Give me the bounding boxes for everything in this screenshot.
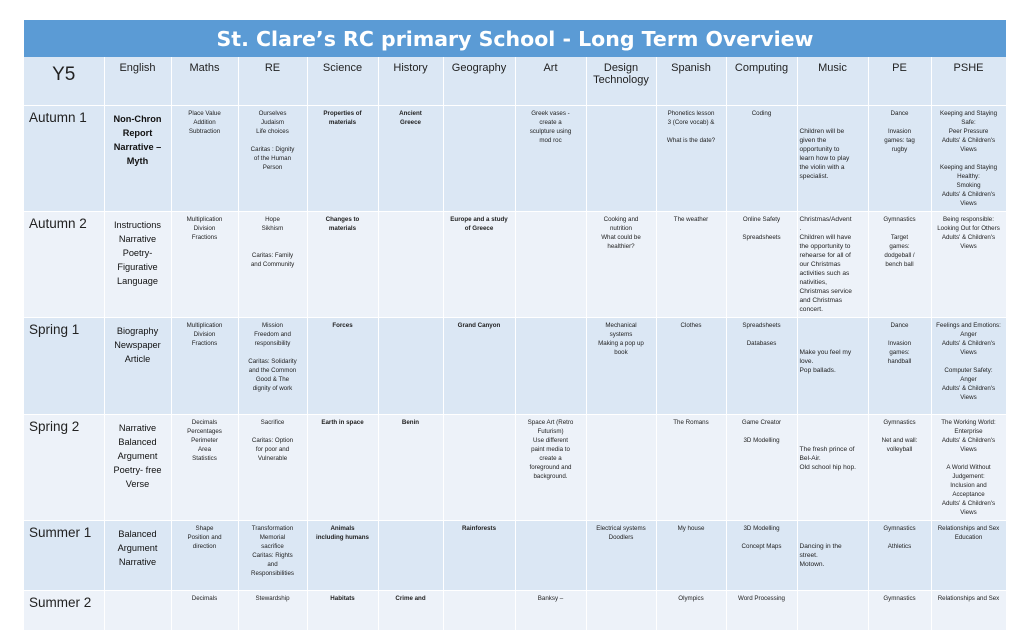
- cell-maths: Multiplication Division Fractions: [171, 318, 238, 415]
- cell-science: Properties of materials: [307, 106, 378, 212]
- cell-design-technology: Cooking and nutrition What could be healthier?: [586, 212, 656, 318]
- term-label: Summer 1: [24, 521, 104, 591]
- cell-geography: [443, 106, 515, 212]
- cell-maths: Place Value Addition Subtraction: [171, 106, 238, 212]
- table-row: [24, 212, 1006, 318]
- cell-spanish: The Romans: [656, 415, 726, 521]
- cell-pe: Gymnastics Target games: dodgeball / bench ball: [868, 212, 931, 318]
- cell-re: Hope Sikhism Caritas: Family and Community: [238, 212, 307, 318]
- cell-geography: Europe and a study of Greece: [443, 212, 515, 318]
- cell-computing: 3D Modelling Concept Maps: [726, 521, 797, 591]
- column-header-maths: Maths: [171, 57, 238, 106]
- column-header-art: Art: [515, 57, 586, 106]
- cell-science: Forces: [307, 318, 378, 415]
- column-header-spanish: Spanish: [656, 57, 726, 106]
- cell-english: Narrative Balanced Argument Poetry- free Verse: [104, 415, 171, 521]
- long-term-overview-table: [24, 57, 1007, 631]
- term-label: Autumn 1: [24, 106, 104, 212]
- cell-history: Benin: [378, 415, 443, 521]
- cell-design-technology: [586, 415, 656, 521]
- cell-art: [515, 521, 586, 591]
- cell-history: [378, 212, 443, 318]
- cell-music: Christmas/Advent . Children will have the opportunity to rehearse for all of our Christmas activities such as nativities, Christmas service and Christmas concert.: [797, 212, 868, 318]
- column-header-geography: Geography: [443, 57, 515, 106]
- cell-art: [515, 212, 586, 318]
- cell-music: Children will be given the opportunity to learn how to play the violin with a specialist.: [797, 106, 868, 212]
- column-header-re: RE: [238, 57, 307, 106]
- column-header-music: Music: [797, 57, 868, 106]
- cell-english: Non-Chron Report Narrative – Myth: [104, 106, 171, 212]
- cell-science: Animals including humans: [307, 521, 378, 591]
- cell-pshe: Feelings and Emotions: Anger Adults' & Children's Views Computer Safety: Anger Adults' & Children's Views: [931, 318, 1006, 415]
- column-header-computing: Computing: [726, 57, 797, 106]
- cell-spanish: Olympics: [656, 591, 726, 631]
- header-row: [24, 57, 1006, 106]
- cell-music: [797, 591, 868, 631]
- cell-pe: Gymnastics: [868, 591, 931, 631]
- cell-design-technology: Mechanical systems Making a pop up book: [586, 318, 656, 415]
- cell-computing: Game Creator 3D Modelling: [726, 415, 797, 521]
- cell-computing: Online Safety Spreadsheets: [726, 212, 797, 318]
- cell-pshe: Keeping and Staying Safe: Peer Pressure Adults' & Children's Views Keeping and Staying Healthy: Smoking Adults' & Children's Views: [931, 106, 1006, 212]
- cell-spanish: The weather: [656, 212, 726, 318]
- cell-pshe: The Working World: Enterprise Adults' & Children's Views A World Without Judgement: Inclusion and Acceptance Adults' & Children's Views: [931, 415, 1006, 521]
- cell-pe: Gymnastics Athletics: [868, 521, 931, 591]
- term-label: Autumn 2: [24, 212, 104, 318]
- term-label: Spring 1: [24, 318, 104, 415]
- table-row: [24, 415, 1006, 521]
- cell-art: Banksy –: [515, 591, 586, 631]
- cell-english: [104, 591, 171, 631]
- cell-geography: Rainforests: [443, 521, 515, 591]
- cell-spanish: My house: [656, 521, 726, 591]
- cell-art: Space Art (Retro Futurism) Use different paint media to create a foreground and background.: [515, 415, 586, 521]
- cell-re: Stewardship: [238, 591, 307, 631]
- cell-pe: Gymnastics Net and wall: volleyball: [868, 415, 931, 521]
- cell-history: [378, 521, 443, 591]
- cell-geography: [443, 591, 515, 631]
- cell-music: The fresh prince of Bel-Air. Old school hip hop.: [797, 415, 868, 521]
- column-header-pe: PE: [868, 57, 931, 106]
- table-row: [24, 318, 1006, 415]
- cell-pshe: Being responsible: Looking Out for Others Adults' & Children's Views: [931, 212, 1006, 318]
- cell-art: [515, 318, 586, 415]
- cell-computing: Coding: [726, 106, 797, 212]
- cell-pe: Dance Invasion games: handball: [868, 318, 931, 415]
- cell-maths: Decimals Percentages Perimeter Area Statistics: [171, 415, 238, 521]
- cell-history: Ancient Greece: [378, 106, 443, 212]
- cell-re: Ourselves Judaism Life choices Caritas : Dignity of the Human Person: [238, 106, 307, 212]
- cell-computing: Spreadsheets Databases: [726, 318, 797, 415]
- column-header-history: History: [378, 57, 443, 106]
- cell-pshe: Relationships and Sex Education: [931, 521, 1006, 591]
- column-header-pshe: PSHE: [931, 57, 1006, 106]
- cell-maths: Decimals: [171, 591, 238, 631]
- cell-spanish: Clothes: [656, 318, 726, 415]
- table-row: [24, 591, 1006, 631]
- year-group-label: Y5: [24, 57, 104, 106]
- cell-re: Sacrifice Caritas: Option for poor and Vulnerable: [238, 415, 307, 521]
- column-header-science: Science: [307, 57, 378, 106]
- cell-pshe: Relationships and Sex: [931, 591, 1006, 631]
- cell-design-technology: Electrical systems Doodlers: [586, 521, 656, 591]
- table-row: [24, 521, 1006, 591]
- cell-geography: Grand Canyon: [443, 318, 515, 415]
- cell-science: Changes to materials: [307, 212, 378, 318]
- cell-art: Greek vases - create a sculpture using mod roc: [515, 106, 586, 212]
- cell-design-technology: [586, 106, 656, 212]
- cell-science: Habitats: [307, 591, 378, 631]
- cell-history: Crime and: [378, 591, 443, 631]
- cell-re: Transformation Memorial sacrifice Caritas: Rights and Responsibilities: [238, 521, 307, 591]
- cell-geography: [443, 415, 515, 521]
- cell-maths: Multiplication Division Fractions: [171, 212, 238, 318]
- cell-english: Biography Newspaper Article: [104, 318, 171, 415]
- term-label: Spring 2: [24, 415, 104, 521]
- cell-maths: Shape Position and direction: [171, 521, 238, 591]
- cell-music: Dancing in the street. Motown.: [797, 521, 868, 591]
- cell-re: Mission Freedom and responsibility Caritas: Solidarity and the Common Good & The dignity of work: [238, 318, 307, 415]
- cell-design-technology: [586, 591, 656, 631]
- cell-spanish: Phonetics lesson 3 (Core vocab) & What is the date?: [656, 106, 726, 212]
- table-row: [24, 106, 1006, 212]
- term-label: Summer 2: [24, 591, 104, 631]
- cell-history: [378, 318, 443, 415]
- cell-computing: Word Processing: [726, 591, 797, 631]
- cell-english: Balanced Argument Narrative: [104, 521, 171, 591]
- cell-science: Earth in space: [307, 415, 378, 521]
- cell-english: Instructions Narrative Poetry- Figurative Language: [104, 212, 171, 318]
- column-header-design-technology: Design Technology: [586, 57, 656, 106]
- page-title: St. Clare’s RC primary School - Long Term Overview: [24, 20, 1006, 57]
- column-header-english: English: [104, 57, 171, 106]
- cell-pe: Dance Invasion games: tag rugby: [868, 106, 931, 212]
- cell-music: Make you feel my love. Pop ballads.: [797, 318, 868, 415]
